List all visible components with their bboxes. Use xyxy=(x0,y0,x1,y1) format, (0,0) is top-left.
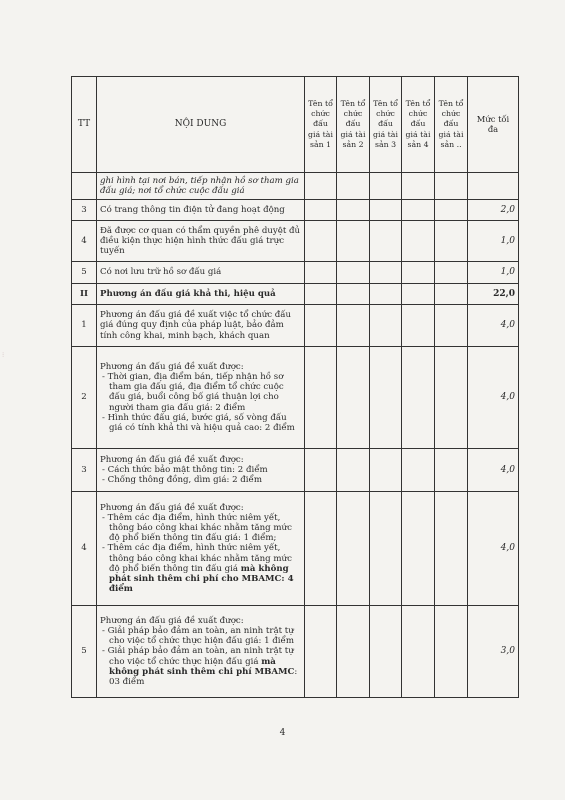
table-row xyxy=(72,305,519,347)
org-cell xyxy=(305,221,337,262)
row-lead: Phương án đấu giá đề xuất được: xyxy=(100,454,244,465)
org-cell xyxy=(370,449,402,492)
org-cell xyxy=(435,449,468,492)
row-max: 1,0 xyxy=(468,221,519,262)
table-row-continued xyxy=(72,173,519,200)
header-row xyxy=(72,77,519,173)
org-cell xyxy=(305,173,337,200)
org-cell xyxy=(337,492,370,606)
org-cell xyxy=(305,347,337,449)
section-title: Phương án đấu giá khả thi, hiệu quả xyxy=(97,284,305,305)
row-max: 4,0 xyxy=(468,347,519,449)
header-org-5: Tên tổ chức đấu giá tài sản .. xyxy=(435,77,468,173)
row-content xyxy=(97,449,305,492)
org-cell xyxy=(402,305,435,347)
org-cell xyxy=(337,173,370,200)
org-cell xyxy=(370,284,402,305)
org-cell xyxy=(337,262,370,284)
row-lead: Phương án đấu giá đề xuất được: xyxy=(100,502,244,513)
header-max: Mức tối đa xyxy=(468,77,519,173)
org-cell xyxy=(337,200,370,221)
row-tt: 3 xyxy=(72,200,97,221)
row-tt: 1 xyxy=(72,305,97,347)
org-cell xyxy=(305,305,337,347)
org-cell xyxy=(305,492,337,606)
row-bullet: - Hình thức đấu giá, bước giá, số vòng đấu giá có tính khả thi và hiệu quả cao: 2 điểm xyxy=(102,412,295,433)
row-lead: Phương án đấu giá đề xuất được: xyxy=(100,616,244,626)
row-bullet xyxy=(100,646,301,687)
org-cell xyxy=(402,262,435,284)
table-row xyxy=(72,221,519,262)
row-tt: 4 xyxy=(72,492,97,606)
scoring-table xyxy=(71,76,519,698)
row-bullet: - Chống thông đồng, dìm giá: 2 điểm xyxy=(102,475,262,486)
row-bullet: - Cách thức bảo mật thông tin: 2 điểm xyxy=(102,464,268,475)
org-cell xyxy=(370,305,402,347)
row-bullet: - Giải pháp bảo đảm an toàn, an ninh trật tự cho việc tổ chức thực hiện đấu giá: 1 điểm xyxy=(102,626,294,647)
row-tt xyxy=(72,173,97,200)
org-cell xyxy=(370,347,402,449)
org-cell xyxy=(337,347,370,449)
org-cell xyxy=(435,200,468,221)
row-tt: 5 xyxy=(72,262,97,284)
row-max: 4,0 xyxy=(468,492,519,606)
row-content: Đã được cơ quan có thẩm quyền phê duyệt đủ điều kiện thực hiện hình thức đấu giá trực tuyến xyxy=(97,221,305,262)
header-tt: TT xyxy=(72,77,97,173)
row-max xyxy=(468,173,519,200)
margin-mark: ⁝ xyxy=(2,351,5,359)
row-max: 4,0 xyxy=(468,449,519,492)
row-bullet-text: - Giải pháp bảo đảm an toàn, an ninh trật tự cho việc tổ chức thực hiện đấu giá xyxy=(102,646,294,667)
header-org-2: Tên tổ chức đấu giá tài sản 2 xyxy=(337,77,370,173)
org-cell xyxy=(435,173,468,200)
org-cell xyxy=(305,200,337,221)
org-cell xyxy=(435,606,468,698)
org-cell xyxy=(402,173,435,200)
org-cell xyxy=(305,449,337,492)
org-cell xyxy=(337,606,370,698)
section-row xyxy=(72,284,519,305)
row-tt: 5 xyxy=(72,606,97,698)
row-tt: 4 xyxy=(72,221,97,262)
org-cell xyxy=(402,347,435,449)
org-cell xyxy=(370,262,402,284)
table-row xyxy=(72,492,519,606)
header-org-4: Tên tổ chức đấu giá tài sản 4 xyxy=(402,77,435,173)
header-org-3: Tên tổ chức đấu giá tài sản 3 xyxy=(370,77,402,173)
row-bullet-text: : 03 điểm xyxy=(109,666,298,687)
org-cell xyxy=(402,221,435,262)
org-cell xyxy=(337,449,370,492)
org-cell xyxy=(370,173,402,200)
org-cell xyxy=(435,221,468,262)
header-org-1: Tên tổ chức đấu giá tài sản 1 xyxy=(305,77,337,173)
org-cell xyxy=(305,262,337,284)
org-cell xyxy=(435,305,468,347)
table-row xyxy=(72,606,519,698)
org-cell xyxy=(435,492,468,606)
page-number: 4 xyxy=(279,728,286,738)
row-bullet-emphasis: mà không phát sinh thêm chi phí MBAMC xyxy=(109,656,295,677)
row-bullet-emphasis: mà không phát sinh thêm chi phí cho MBAMC: 4 điểm xyxy=(109,563,294,594)
row-content xyxy=(97,606,305,698)
row-tt: 2 xyxy=(72,347,97,449)
org-cell xyxy=(370,200,402,221)
org-cell xyxy=(337,284,370,305)
row-max: 4,0 xyxy=(468,305,519,347)
table-row xyxy=(72,347,519,449)
row-content: Có nơi lưu trữ hồ sơ đấu giá xyxy=(97,262,305,284)
row-content xyxy=(97,347,305,449)
org-cell xyxy=(305,606,337,698)
row-lead: Phương án đấu giá đề xuất được: xyxy=(100,362,244,372)
row-max: 3,0 xyxy=(468,606,519,698)
row-content: Có trang thông tin điện tử đang hoạt động xyxy=(97,200,305,221)
org-cell xyxy=(337,305,370,347)
row-content: ghi hình tại nơi bán, tiếp nhận hồ sơ tham gia đấu giá; nơi tổ chức cuộc đấu giá xyxy=(97,173,305,200)
org-cell xyxy=(337,221,370,262)
org-cell xyxy=(435,262,468,284)
org-cell xyxy=(305,284,337,305)
row-bullet: - Thêm các địa điểm, hình thức niêm yết, thông báo công khai khác nhằm tăng mức độ phổ biến thông tin đấu giá: 1 điểm; xyxy=(102,513,292,544)
row-tt: 3 xyxy=(72,449,97,492)
row-bullet-text: - Thêm các địa điểm, hình thức niêm yết, thông báo công khai khác nhằm tăng mức độ phổ biến thông tin đấu giá xyxy=(102,543,292,574)
org-cell xyxy=(402,200,435,221)
org-cell xyxy=(370,606,402,698)
row-max: 1,0 xyxy=(468,262,519,284)
row-content xyxy=(97,492,305,606)
org-cell xyxy=(402,492,435,606)
row-max: 2,0 xyxy=(468,200,519,221)
org-cell xyxy=(435,284,468,305)
section-tt: II xyxy=(72,284,97,305)
row-content: Phương án đấu giá đề xuất việc tổ chức đấu giá đúng quy định của pháp luật, bảo đảm tính công khai, minh bạch, khách quan xyxy=(97,305,305,347)
org-cell xyxy=(402,606,435,698)
org-cell xyxy=(370,492,402,606)
org-cell xyxy=(435,347,468,449)
header-content: NỘI DUNG xyxy=(97,77,305,173)
section-max: 22,0 xyxy=(468,284,519,305)
table-row xyxy=(72,449,519,492)
table-row xyxy=(72,200,519,221)
row-bullet: - Thời gian, địa điểm bán, tiếp nhận hồ sơ tham gia đấu giá, địa điểm tổ chức cuộc đấu giá, buổi công bố giá thuận lợi cho người tham gia đấu giá: 2 điểm xyxy=(102,372,284,413)
org-cell xyxy=(370,221,402,262)
row-bullet xyxy=(100,543,301,594)
org-cell xyxy=(402,284,435,305)
table-row xyxy=(72,262,519,284)
org-cell xyxy=(402,449,435,492)
